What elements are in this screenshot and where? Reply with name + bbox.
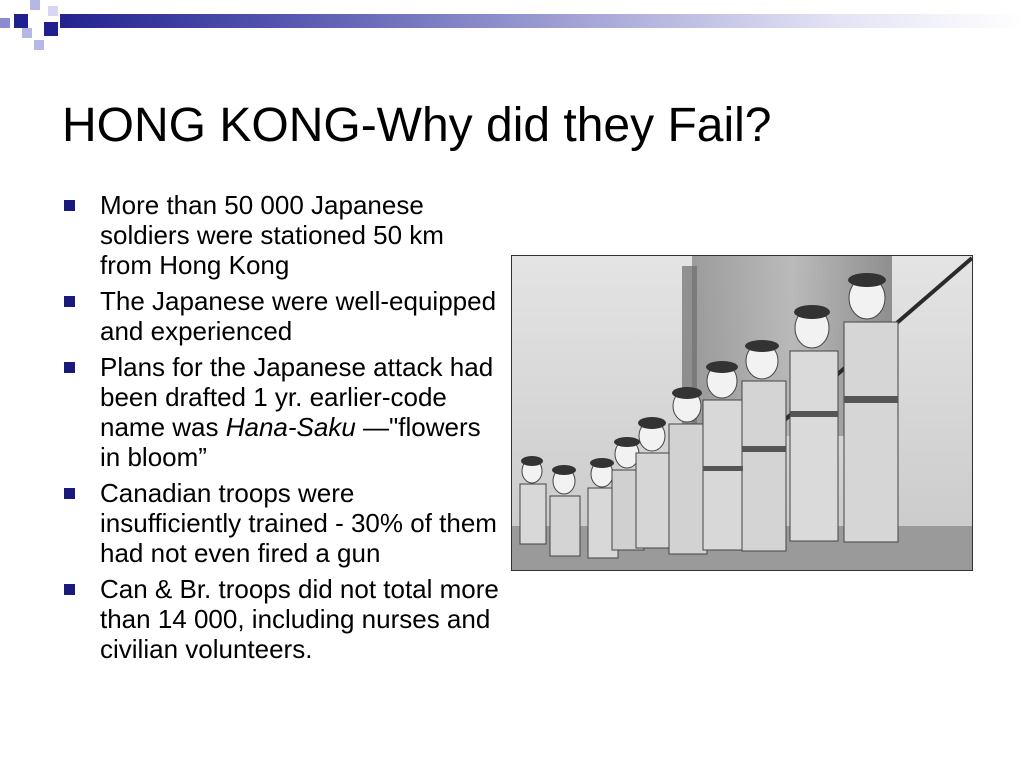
- bullet-text: Can & Br. troops did not total more than 14 000, including nurses and civilian volunteers.: [100, 574, 499, 664]
- square-bullet-icon: [64, 200, 75, 211]
- bullet-item: [62, 352, 502, 472]
- decor-square: [44, 22, 58, 36]
- bullet-list: [62, 190, 502, 670]
- square-bullet-icon: [64, 362, 75, 373]
- bullet-item: [62, 286, 502, 346]
- decor-square: [0, 18, 10, 28]
- square-bullet-icon: [64, 488, 75, 499]
- square-bullet-icon: [64, 584, 75, 595]
- square-bullet-icon: [64, 296, 75, 307]
- bullet-text: More than 50 000 Japanese soldiers were stationed 50 km from Hong Kong: [100, 190, 444, 280]
- slide-title: HONG KONG-Why did they Fail?: [62, 99, 772, 152]
- header-gradient-bar: [60, 14, 1024, 28]
- decor-square: [14, 14, 28, 28]
- bullet-text-italic: Hana-Saku: [225, 412, 356, 442]
- decor-square: [48, 6, 58, 16]
- bullet-text: —"flowers in bloom”: [100, 412, 481, 472]
- bullet-item: [62, 478, 502, 568]
- decor-square: [22, 28, 32, 38]
- photo-soldiers: [511, 255, 973, 571]
- bullet-item: [62, 190, 502, 280]
- decor-square: [30, 0, 40, 10]
- bullet-text: The Japanese were well-equipped and experienced: [100, 286, 497, 346]
- bullet-text: Plans for the Japanese attack had been drafted 1 yr. earlier-code name was: [100, 352, 494, 442]
- photo-soldiers-icon: [512, 256, 972, 570]
- bullet-item: [62, 574, 502, 664]
- bullet-text: Canadian troops were insufficiently trained - 30% of them had not even fired a gun: [100, 478, 497, 568]
- decor-square: [34, 40, 44, 50]
